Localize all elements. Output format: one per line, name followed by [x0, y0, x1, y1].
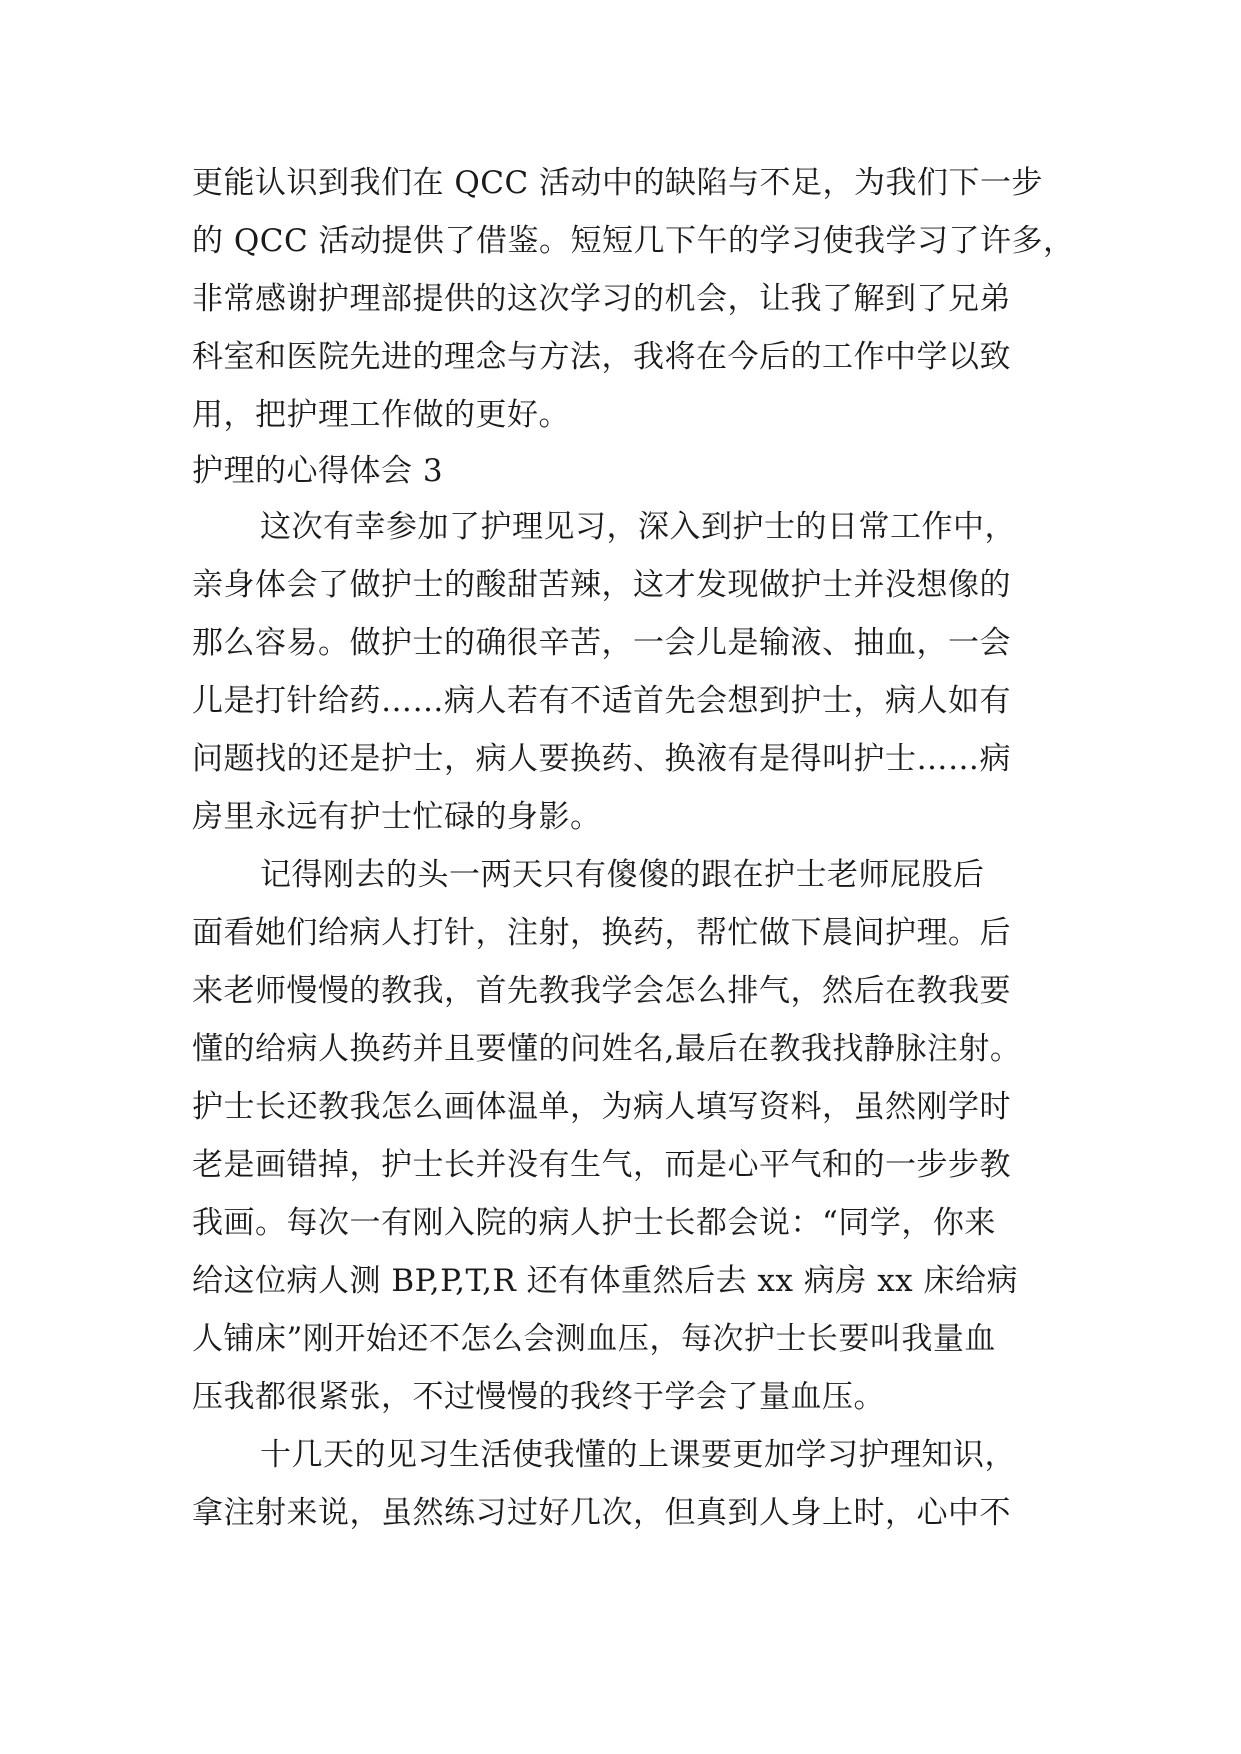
text-line: 这次有幸参加了护理见习，深入到护士的日常工作中，	[260, 509, 1016, 545]
paragraph-3	[192, 1426, 1052, 1542]
text-line: 非常感谢护理部提供的这次学习的机会，让我了解到了兄弟	[192, 281, 1011, 317]
text-line: 更能认识到我们在 QCC 活动中的缺陷与不足，为我们下一步	[192, 165, 1044, 201]
text-line: 我画。每次一有刚入院的病人护士长都会说：“同学，你来	[192, 1205, 996, 1241]
paragraph-2	[192, 846, 1052, 1426]
text-line: 人铺床”刚开始还不怎么会测血压，每次护士长要叫我量血	[192, 1321, 996, 1357]
text-line: 房里永远有护士忙碌的身影。	[192, 799, 602, 835]
text-line: 科室和医院先进的理念与方法，我将在今后的工作中学以致	[192, 339, 1011, 375]
text-line: 压我都很紧张，不过慢慢的我终于学会了量血压。	[192, 1379, 885, 1415]
text-line: 儿是打针给药……病人若有不适首先会想到护士，病人如有	[192, 683, 1011, 719]
text-line: 用，把护理工作做的更好。	[192, 397, 570, 433]
text-line: 问题找的还是护士，病人要换药、换液有是得叫护士……病	[192, 741, 1011, 777]
text-line: 的 QCC 活动提供了借鉴。短短几下午的学习使我学习了许多，	[192, 223, 1075, 259]
text-line: 记得刚去的头一两天只有傻傻的跟在护士老师屁股后	[260, 857, 985, 893]
text-line: 懂的给病人换药并且要懂的问姓名,最后在教我找静脉注射。	[192, 1031, 1022, 1067]
text-line: 拿注射来说，虽然练习过好几次，但真到人身上时，心中不	[192, 1495, 1011, 1531]
document-page	[192, 154, 1075, 1542]
text-line: 给这位病人测 BP,P,T,R 还有体重然后去 xx 病房 xx 床给病	[192, 1263, 1019, 1299]
text-line: 十几天的见习生活使我懂的上课要更加学习护理知识，	[260, 1437, 1016, 1473]
text-line: 老是画错掉，护士长并没有生气，而是心平气和的一步步教	[192, 1147, 1011, 1183]
text-line: 那么容易。做护士的确很辛苦，一会儿是输液、抽血，一会	[192, 625, 1011, 661]
text-line: 护士长还教我怎么画体温单，为病人填写资料，虽然刚学时	[192, 1089, 1011, 1125]
text-line: 面看她们给病人打针，注射，换药，帮忙做下晨间护理。后	[192, 915, 1011, 951]
text-line: 来老师慢慢的教我，首先教我学会怎么排气，然后在教我要	[192, 973, 1011, 1009]
section-title: 护理的心得体会 3	[192, 453, 444, 489]
text-line: 亲身体会了做护士的酸甜苦辣，这才发现做护士并没想像的	[192, 567, 1011, 603]
paragraph-intro	[192, 154, 1075, 444]
paragraph-1	[192, 498, 1052, 846]
